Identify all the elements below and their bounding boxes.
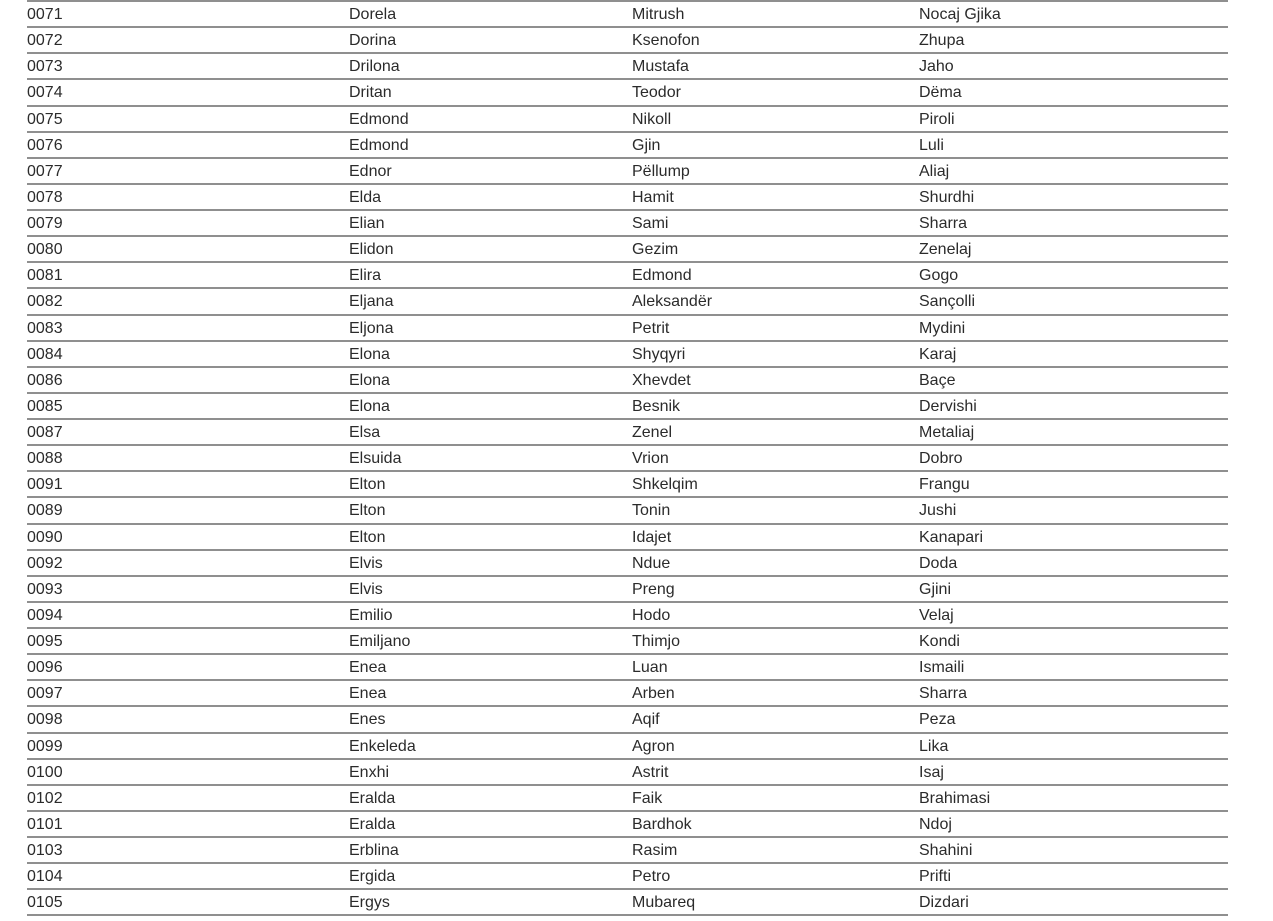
cell-father-name: Petro bbox=[632, 868, 671, 886]
cell-first-name: Eljona bbox=[349, 319, 394, 337]
cell-first-name: Elian bbox=[349, 215, 385, 232]
cell-first-name: Elvis bbox=[349, 554, 383, 572]
cell-id: 0075 bbox=[27, 110, 63, 128]
cell-id: 0100 bbox=[27, 763, 63, 781]
cell-father-name: Aleksandër bbox=[632, 293, 713, 311]
table-row bbox=[27, 472, 1228, 498]
cell-last-name: Gogo bbox=[919, 267, 959, 285]
cell-id: 0071 bbox=[27, 6, 63, 23]
cell-first-name: Ednor bbox=[349, 162, 392, 180]
cell-first-name: Erblina bbox=[349, 842, 399, 859]
cell-last-name: Sharra bbox=[919, 685, 968, 703]
table-row bbox=[27, 629, 1228, 655]
cell-last-name: Prifti bbox=[919, 868, 951, 886]
cell-father-name: Tonin bbox=[632, 502, 671, 520]
cell-last-name: Lika bbox=[919, 737, 949, 755]
cell-father-name: Preng bbox=[632, 580, 675, 598]
cell-first-name: Dorela bbox=[349, 6, 397, 23]
table-row bbox=[27, 316, 1228, 342]
cell-first-name: Eralda bbox=[349, 789, 396, 807]
cell-first-name: Ergys bbox=[349, 894, 390, 912]
cell-id: 0074 bbox=[27, 84, 63, 102]
table-row bbox=[27, 681, 1228, 707]
cell-last-name: Kanapari bbox=[919, 528, 984, 546]
cell-id: 0094 bbox=[27, 606, 63, 624]
cell-last-name: Metaliaj bbox=[919, 424, 975, 441]
table-row bbox=[27, 446, 1228, 472]
cell-id: 0082 bbox=[27, 293, 63, 311]
cell-id: 0072 bbox=[27, 32, 63, 50]
table-body bbox=[27, 2, 1228, 916]
cell-father-name: Petrit bbox=[632, 319, 670, 337]
table-row bbox=[27, 342, 1228, 368]
cell-id: 0073 bbox=[27, 58, 63, 76]
cell-first-name: Elvis bbox=[349, 580, 383, 598]
cell-last-name: Ismaili bbox=[919, 659, 965, 677]
cell-first-name: Edmond bbox=[349, 136, 409, 154]
cell-father-name: Sami bbox=[632, 215, 669, 232]
table-row bbox=[27, 525, 1228, 551]
cell-id: 0099 bbox=[27, 737, 63, 755]
cell-id: 0081 bbox=[27, 267, 63, 285]
cell-last-name: Dizdari bbox=[919, 894, 969, 912]
cell-id: 0091 bbox=[27, 476, 63, 494]
cell-father-name: Agron bbox=[632, 737, 675, 755]
cell-last-name: Kondi bbox=[919, 633, 960, 650]
cell-first-name: Enkeleda bbox=[349, 737, 416, 755]
cell-first-name: Elona bbox=[349, 371, 390, 389]
cell-father-name: Hodo bbox=[632, 606, 671, 624]
cell-father-name: Gjin bbox=[632, 136, 661, 154]
cell-first-name: Emiljano bbox=[349, 633, 411, 650]
cell-last-name: Mydini bbox=[919, 319, 966, 337]
cell-id: 0090 bbox=[27, 528, 63, 546]
cell-id: 0077 bbox=[27, 162, 63, 180]
names-table bbox=[27, 0, 1228, 916]
table-row bbox=[27, 133, 1228, 159]
cell-father-name: Bardhok bbox=[632, 815, 692, 833]
cell-first-name: Eljana bbox=[349, 293, 394, 311]
cell-last-name: Aliaj bbox=[919, 162, 950, 180]
cell-father-name: Thimjo bbox=[632, 633, 681, 650]
table-row bbox=[27, 603, 1228, 629]
table-row bbox=[27, 786, 1228, 812]
cell-last-name: Doda bbox=[919, 554, 958, 572]
cell-last-name: Dobro bbox=[919, 450, 963, 468]
cell-id: 0083 bbox=[27, 319, 63, 337]
cell-id: 0087 bbox=[27, 424, 63, 441]
cell-id: 0093 bbox=[27, 580, 63, 598]
cell-last-name: Sançolli bbox=[919, 293, 976, 311]
cell-first-name: Edmond bbox=[349, 110, 409, 128]
cell-last-name: Baçe bbox=[919, 371, 956, 389]
cell-id: 0076 bbox=[27, 136, 63, 154]
cell-father-name: Astrit bbox=[632, 763, 669, 781]
cell-first-name: Elidon bbox=[349, 241, 394, 259]
cell-first-name: Elsa bbox=[349, 424, 381, 441]
cell-father-name: Shyqyri bbox=[632, 345, 686, 363]
cell-last-name: Velaj bbox=[919, 606, 954, 624]
table-row bbox=[27, 289, 1228, 315]
cell-father-name: Faik bbox=[632, 789, 663, 807]
cell-father-name: Pëllump bbox=[632, 162, 690, 180]
cell-first-name: Elton bbox=[349, 476, 386, 494]
table-row bbox=[27, 54, 1228, 80]
cell-last-name: Shurdhi bbox=[919, 188, 975, 206]
table-row bbox=[27, 890, 1228, 916]
cell-father-name: Aqif bbox=[632, 711, 660, 729]
table-row bbox=[27, 159, 1228, 185]
table-row bbox=[27, 394, 1228, 420]
cell-first-name: Elona bbox=[349, 345, 390, 363]
table-row bbox=[27, 812, 1228, 838]
cell-last-name: Peza bbox=[919, 711, 956, 729]
cell-id: 0079 bbox=[27, 215, 63, 232]
table-row bbox=[27, 551, 1228, 577]
cell-father-name: Mubareq bbox=[632, 894, 696, 912]
table-row bbox=[27, 80, 1228, 106]
cell-id: 0088 bbox=[27, 450, 63, 468]
cell-first-name: Elona bbox=[349, 397, 390, 415]
cell-first-name: Enea bbox=[349, 685, 387, 703]
cell-last-name: Shahini bbox=[919, 842, 973, 859]
cell-father-name: Vrion bbox=[632, 450, 669, 468]
cell-id: 0101 bbox=[27, 815, 63, 833]
table-row bbox=[27, 211, 1228, 237]
cell-first-name: Ergida bbox=[349, 868, 396, 886]
table-row bbox=[27, 498, 1228, 524]
cell-id: 0080 bbox=[27, 241, 63, 259]
cell-id: 0089 bbox=[27, 502, 63, 520]
cell-last-name: Sharra bbox=[919, 215, 968, 232]
cell-last-name: Luli bbox=[919, 136, 944, 154]
cell-father-name: Ndue bbox=[632, 554, 671, 572]
cell-father-name: Rasim bbox=[632, 842, 678, 859]
cell-father-name: Ksenofon bbox=[632, 32, 700, 50]
cell-id: 0078 bbox=[27, 188, 63, 206]
cell-first-name: Elsuida bbox=[349, 450, 402, 468]
table-row bbox=[27, 420, 1228, 446]
cell-first-name: Enea bbox=[349, 659, 387, 677]
table-row bbox=[27, 185, 1228, 211]
cell-father-name: Idajet bbox=[632, 528, 672, 546]
cell-last-name: Nocaj Gjika bbox=[919, 6, 1001, 23]
cell-id: 0098 bbox=[27, 711, 63, 729]
cell-last-name: Jushi bbox=[919, 502, 957, 520]
cell-father-name: Mustafa bbox=[632, 58, 689, 76]
cell-first-name: Eralda bbox=[349, 815, 396, 833]
table-row bbox=[27, 734, 1228, 760]
cell-id: 0103 bbox=[27, 842, 63, 859]
cell-last-name: Zenelaj bbox=[919, 241, 972, 259]
cell-id: 0095 bbox=[27, 633, 63, 650]
cell-last-name: Piroli bbox=[919, 110, 955, 128]
table-row bbox=[27, 577, 1228, 603]
cell-last-name: Frangu bbox=[919, 476, 970, 494]
cell-id: 0085 bbox=[27, 397, 63, 415]
cell-father-name: Arben bbox=[632, 685, 675, 703]
cell-father-name: Mitrush bbox=[632, 6, 685, 23]
cell-first-name: Drilona bbox=[349, 58, 400, 76]
cell-last-name: Jaho bbox=[919, 58, 954, 76]
cell-father-name: Shkelqim bbox=[632, 476, 698, 494]
cell-first-name: Elton bbox=[349, 502, 386, 520]
cell-father-name: Teodor bbox=[632, 84, 681, 102]
cell-father-name: Zenel bbox=[632, 424, 673, 441]
table-row bbox=[27, 655, 1228, 681]
cell-first-name: Dorina bbox=[349, 32, 397, 50]
cell-last-name: Zhupa bbox=[919, 32, 965, 50]
cell-id: 0102 bbox=[27, 789, 63, 807]
table-row bbox=[27, 2, 1228, 28]
cell-last-name: Dëma bbox=[919, 84, 962, 102]
cell-first-name: Emilio bbox=[349, 606, 393, 624]
cell-id: 0097 bbox=[27, 685, 63, 703]
cell-father-name: Gezim bbox=[632, 241, 679, 259]
cell-first-name: Elira bbox=[349, 267, 382, 285]
table-row bbox=[27, 864, 1228, 890]
cell-father-name: Nikoll bbox=[632, 110, 672, 128]
cell-father-name: Edmond bbox=[632, 267, 692, 285]
cell-first-name: Enxhi bbox=[349, 763, 390, 781]
cell-first-name: Enes bbox=[349, 711, 386, 729]
cell-last-name: Karaj bbox=[919, 345, 957, 363]
cell-last-name: Ndoj bbox=[919, 815, 952, 833]
table-row bbox=[27, 263, 1228, 289]
cell-id: 0084 bbox=[27, 345, 63, 363]
table-row bbox=[27, 237, 1228, 263]
cell-first-name: Dritan bbox=[349, 84, 392, 102]
cell-father-name: Xhevdet bbox=[632, 371, 691, 389]
cell-last-name: Dervishi bbox=[919, 397, 977, 415]
table-row bbox=[27, 368, 1228, 394]
table-row bbox=[27, 28, 1228, 54]
table-row bbox=[27, 838, 1228, 864]
cell-id: 0092 bbox=[27, 554, 63, 572]
cell-last-name: Gjini bbox=[919, 580, 952, 598]
cell-father-name: Luan bbox=[632, 659, 668, 677]
cell-last-name: Brahimasi bbox=[919, 789, 991, 807]
cell-father-name: Hamit bbox=[632, 188, 674, 206]
cell-id: 0086 bbox=[27, 371, 63, 389]
table-row bbox=[27, 760, 1228, 786]
cell-first-name: Elda bbox=[349, 188, 382, 206]
table-row bbox=[27, 707, 1228, 733]
cell-id: 0096 bbox=[27, 659, 63, 677]
cell-last-name: Isaj bbox=[919, 763, 944, 781]
cell-father-name: Besnik bbox=[632, 397, 681, 415]
table-row bbox=[27, 107, 1228, 133]
cell-first-name: Elton bbox=[349, 528, 386, 546]
cell-id: 0105 bbox=[27, 894, 63, 912]
cell-id: 0104 bbox=[27, 868, 63, 886]
